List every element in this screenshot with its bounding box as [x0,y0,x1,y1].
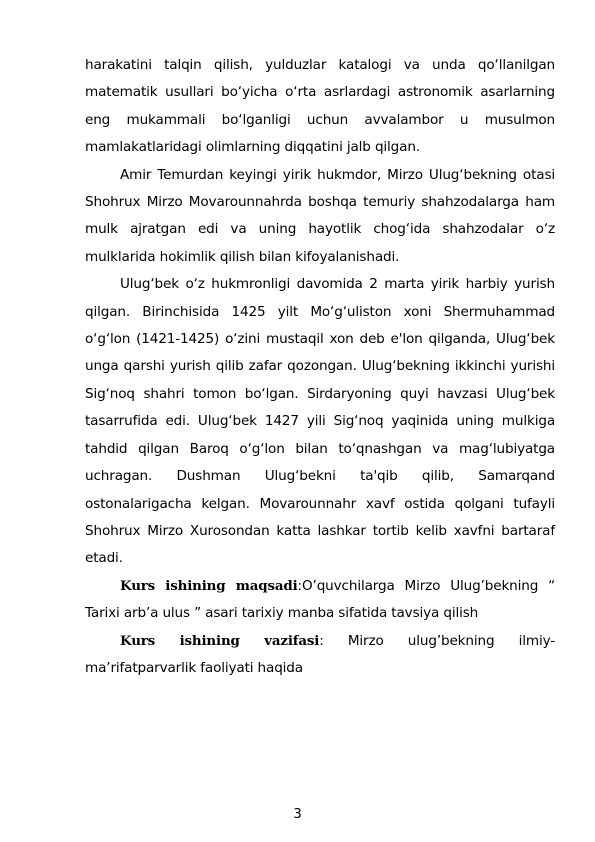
course-goal-label: Kurs ishining maqsadi [120,577,298,594]
paragraph-shohrux [85,162,555,272]
paragraph-intro-text: harakatini talqin qilish, yulduzlar katalogi va unda qo‘llanilgan matematik usullari bo‘yicha o‘rta asrlardagi astronomik asarlarning eng mukammali bo‘lganligi uchun avvalambor u musulmon mamlakatlaridagi olimlarning diqqatini jalb qilgan. [85,57,555,156]
paragraph-military-campaigns [85,271,555,572]
paragraph-shohrux-text: Amir Temurdan keyingi yirik hukmdor, Mirzo Ulug‘bekning otasi Shohrux Mirzo Movarounnahrda boshqa temuriy shahzodalarga ham mulk ajratgan edi va uning hayotlik chog‘ida shahzodalar o‘z mulklarida hokimlik qilish bilan kifoyalanishadi. [85,166,555,265]
course-tasks-label: Kurs ishining vazifasi [120,632,320,649]
course-tasks-text: : Mirzo ulug’bekning ilmiy-ma’rifatparvarlik faoliyati haqida [85,632,555,676]
paragraph-intro [85,52,555,162]
paragraph-course-goal [85,573,555,628]
paragraph-military-campaigns-text: Ulug‘bek o‘z hukmronligi davomida 2 marta yirik harbiy yurish qilgan. Birinchisida 1425 yilt Mo‘g‘uliston xoni Shermuhammad o‘g‘lon (1421-1425) o‘zini mustaqil xon deb e'lon qilganda, Ulug‘bek unga qarshi yurish qilib zafar qozongan. Ulug‘bekning ikkinchi yurishi Sig‘noq shahri tomon bo‘lgan. Sirdaryoning quyi havzasi Ulug‘bek tasarrufida edi. Ulug‘bek 1427 yili Sig‘noq yaqinida uning mulkiga tahdid qilgan Baroq o‘g‘lon bilan to‘qnashgan va mag‘lubiyatga uchragan. Dushman Ulug‘bekni ta'qib qilib, Samarqand ostonalarigacha kelgan. Movarounnahr xavf ostida qolgani tufayli Shohrux Mirzo Xurosondan katta lashkar tortib kelib xavfni bartaraf etadi. [85,276,555,567]
course-goal-text: :O’quvchilarga Mirzo Ulug’bekning “ Tarixi arb’a ulus ” asari tarixiy manba sifatida tavsiya qilish [85,577,555,622]
page-number: 3 [293,806,302,822]
document-page [85,52,555,682]
paragraph-course-tasks [85,628,555,683]
